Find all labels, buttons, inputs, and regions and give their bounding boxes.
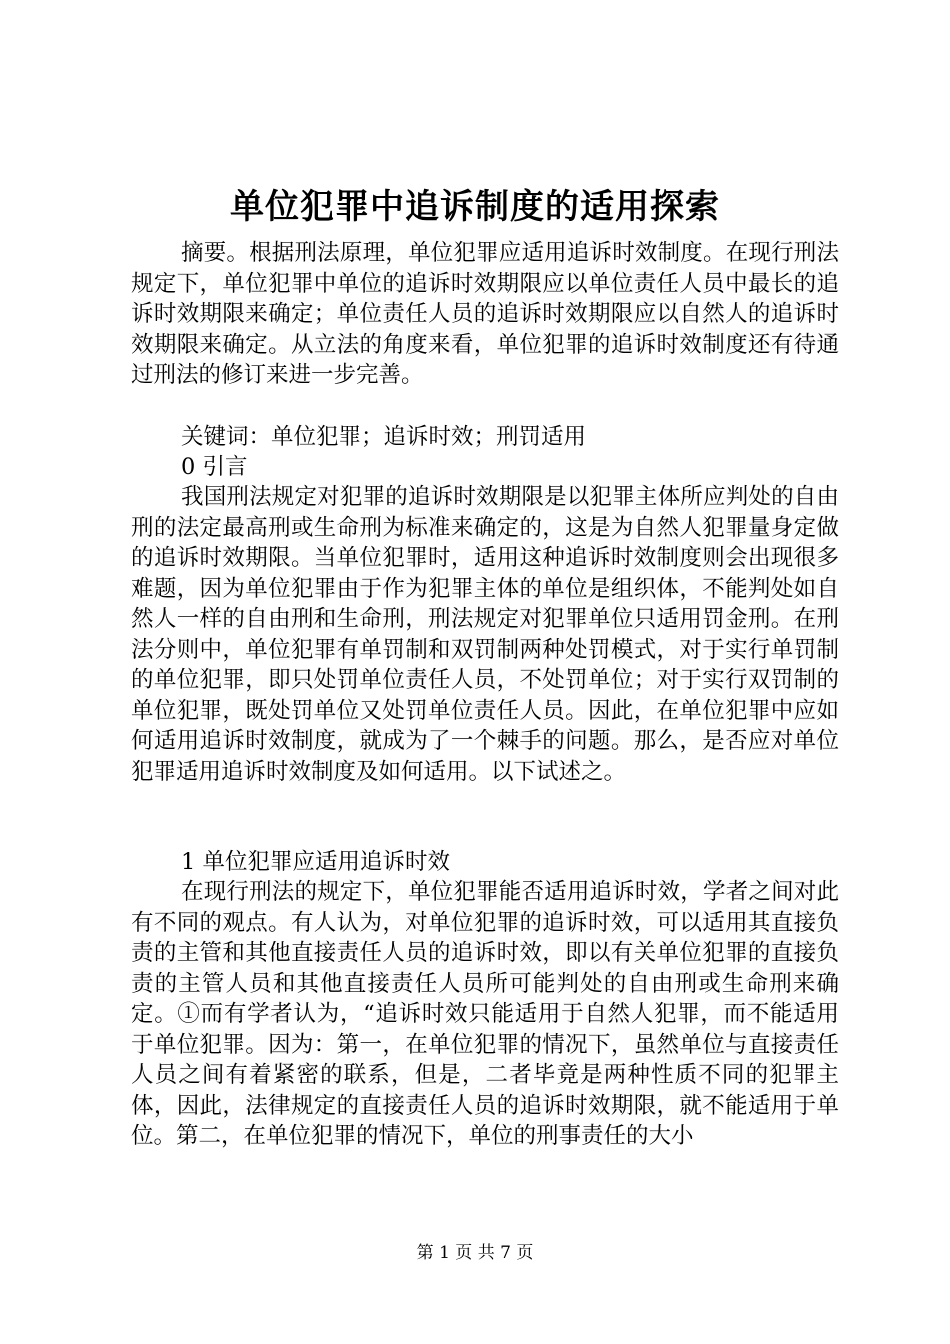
section-1-paragraph: 在现行刑法的规定下，单位犯罪能否适用追诉时效，学者之间对此有不同的观点。有人认为，对单位犯罪的追诉时效，可以适用其直接负责的主管和其他直接责任人员的追诉时效，即以有关单位犯罪的直接负责的主管人员和其他直接责任人员所可能判处的自由刑或生命刑来确定。①而有学者认为，“追诉时效只能适用于自然人犯罪，而不能适用于单位犯罪。因为：第一，在单位犯罪的情况下，虽然单位与直接责任人员之间有着紧密的联系，但是，二者毕竟是两种性质不同的犯罪主体，因此，法律规定的直接责任人员的追诉时效期限，就不能适用于单位。第二，在单位犯罪的情况下，单位的刑事责任的大小: [131, 879, 839, 1149]
abstract-paragraph: 摘要。根据刑法原理，单位犯罪应适用追诉时效制度。在现行刑法规定下，单位犯罪中单位的追诉时效期限应以单位责任人员中最长的追诉时效期限来确定；单位责任人员的追诉时效期限应以自然人的追诉时效期限来确定。从立法的角度来看，单位犯罪的追诉时效制度还有待通过刑法的修订来进一步完善。: [131, 240, 839, 388]
keywords-line: 关键词：单位犯罪；追诉时效；刑罚适用: [181, 424, 587, 450]
section-heading-1: 1 单位犯罪应适用追诉时效: [181, 849, 450, 875]
introduction-paragraph: 我国刑法规定对犯罪的追诉时效期限是以犯罪主体所应判处的自由刑的法定最高刑或生命刑为标准来确定的，这是为自然人犯罪量身定做的追诉时效期限。当单位犯罪时，适用这种追诉时效制度则会出现很多难题，因为单位犯罪由于作为犯罪主体的单位是组织体，不能判处如自然人一样的自由刑和生命刑，刑法规定对犯罪单位只适用罚金刑。在刑法分则中，单位犯罪有单罚制和双罚制两种处罚模式，对于实行单罚制的单位犯罪，即只处罚单位责任人员，不处罚单位；对于实行双罚制的单位犯罪，既处罚单位又处罚单位责任人员。因此，在单位犯罪中应如何适用追诉时效制度，就成为了一个棘手的问题。那么，是否应对单位犯罪适用追诉时效制度及如何适用。以下试述之。: [131, 484, 839, 785]
page-footer: 第 1 页 共 7 页: [416, 1243, 534, 1263]
section-heading-introduction: 0 引言: [181, 454, 248, 480]
document-title: 单位犯罪中追诉制度的适用探索: [230, 187, 720, 227]
